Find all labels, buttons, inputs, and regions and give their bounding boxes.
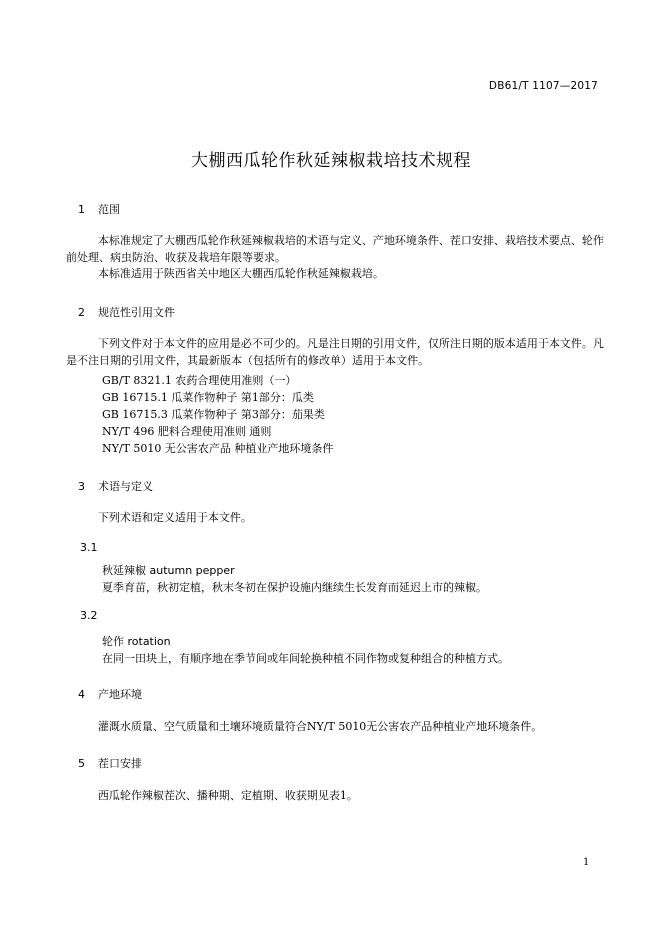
section-title: 规范性引用文件 xyxy=(98,306,175,319)
section-3-paragraph-1: 下列术语和定义适用于本文件。 xyxy=(97,511,252,524)
section-title: 茬口安排 xyxy=(98,757,142,770)
section-4-paragraph-1: 灌溉水质量、空气质量和土壤环境质量符合NY/T 5010无公害农产品种植业产地环境条件。 xyxy=(97,720,543,733)
document-code: DB61/T 1107—2017 xyxy=(488,80,598,92)
section-number: 3 xyxy=(78,480,85,493)
section-5-heading xyxy=(78,755,142,771)
reference-item: NY/T 5010 无公害农产品 种植业产地环境条件 xyxy=(102,442,334,455)
section-title: 产地环境 xyxy=(98,688,142,701)
section-4-heading xyxy=(78,686,142,702)
term-name: 轮作 rotation xyxy=(102,635,171,648)
page-number: 1 xyxy=(583,857,590,868)
section-number: 5 xyxy=(78,757,85,770)
term-definition: 夏季育苗，秋初定植，秋末冬初在保护设施内继续生长发育而延迟上市的辣椒。 xyxy=(102,581,487,594)
term-number: 3.1 xyxy=(80,541,98,554)
section-number: 2 xyxy=(78,306,85,319)
section-title: 范围 xyxy=(98,203,120,216)
term-definition: 在同一田块上，有顺序地在季节间或年间轮换种植不同作物或复种组合的种植方式。 xyxy=(102,652,509,665)
reference-item: GB/T 8321.1 农药合理使用准则（一） xyxy=(102,374,297,387)
section-3-heading xyxy=(78,478,153,494)
term-number: 3.2 xyxy=(80,609,98,622)
section-1-paragraph-2: 本标准适用于陕西省关中地区大棚西瓜轮作秋延辣椒栽培。 xyxy=(97,267,384,280)
section-number: 1 xyxy=(78,203,85,216)
section-5-paragraph-1: 西瓜轮作辣椒茬次、播种期、定植期、收获期见表1。 xyxy=(97,789,358,802)
section-title: 术语与定义 xyxy=(98,480,153,493)
reference-item: NY/T 496 肥料合理使用准则 通则 xyxy=(102,425,272,438)
reference-item: GB 16715.3 瓜菜作物种子 第3部分：茄果类 xyxy=(102,408,325,421)
section-number: 4 xyxy=(78,688,85,701)
section-2-paragraph-1: 下列文件对于本文件的应用是必不可少的。凡是注日期的引用文件，仅所注日期的版本适用于本文件。凡是不注日期的引用文件，其最新版本（包括所有的修改单）适用于本文件。 xyxy=(66,337,604,367)
document-title: 大棚西瓜轮作秋延辣椒栽培技术规程 xyxy=(191,151,471,171)
section-2-heading xyxy=(78,304,175,320)
section-1-heading xyxy=(78,201,120,217)
reference-item: GB 16715.1 瓜菜作物种子 第1部分：瓜类 xyxy=(102,391,314,404)
section-1-paragraph-1: 本标准规定了大棚西瓜轮作秋延辣椒栽培的术语与定义、产地环境条件、茬口安排、栽培技术要点、轮作前处理、病虫防治、收获及栽培年限等要求。 xyxy=(66,234,604,264)
term-name: 秋延辣椒 autumn pepper xyxy=(102,564,235,577)
